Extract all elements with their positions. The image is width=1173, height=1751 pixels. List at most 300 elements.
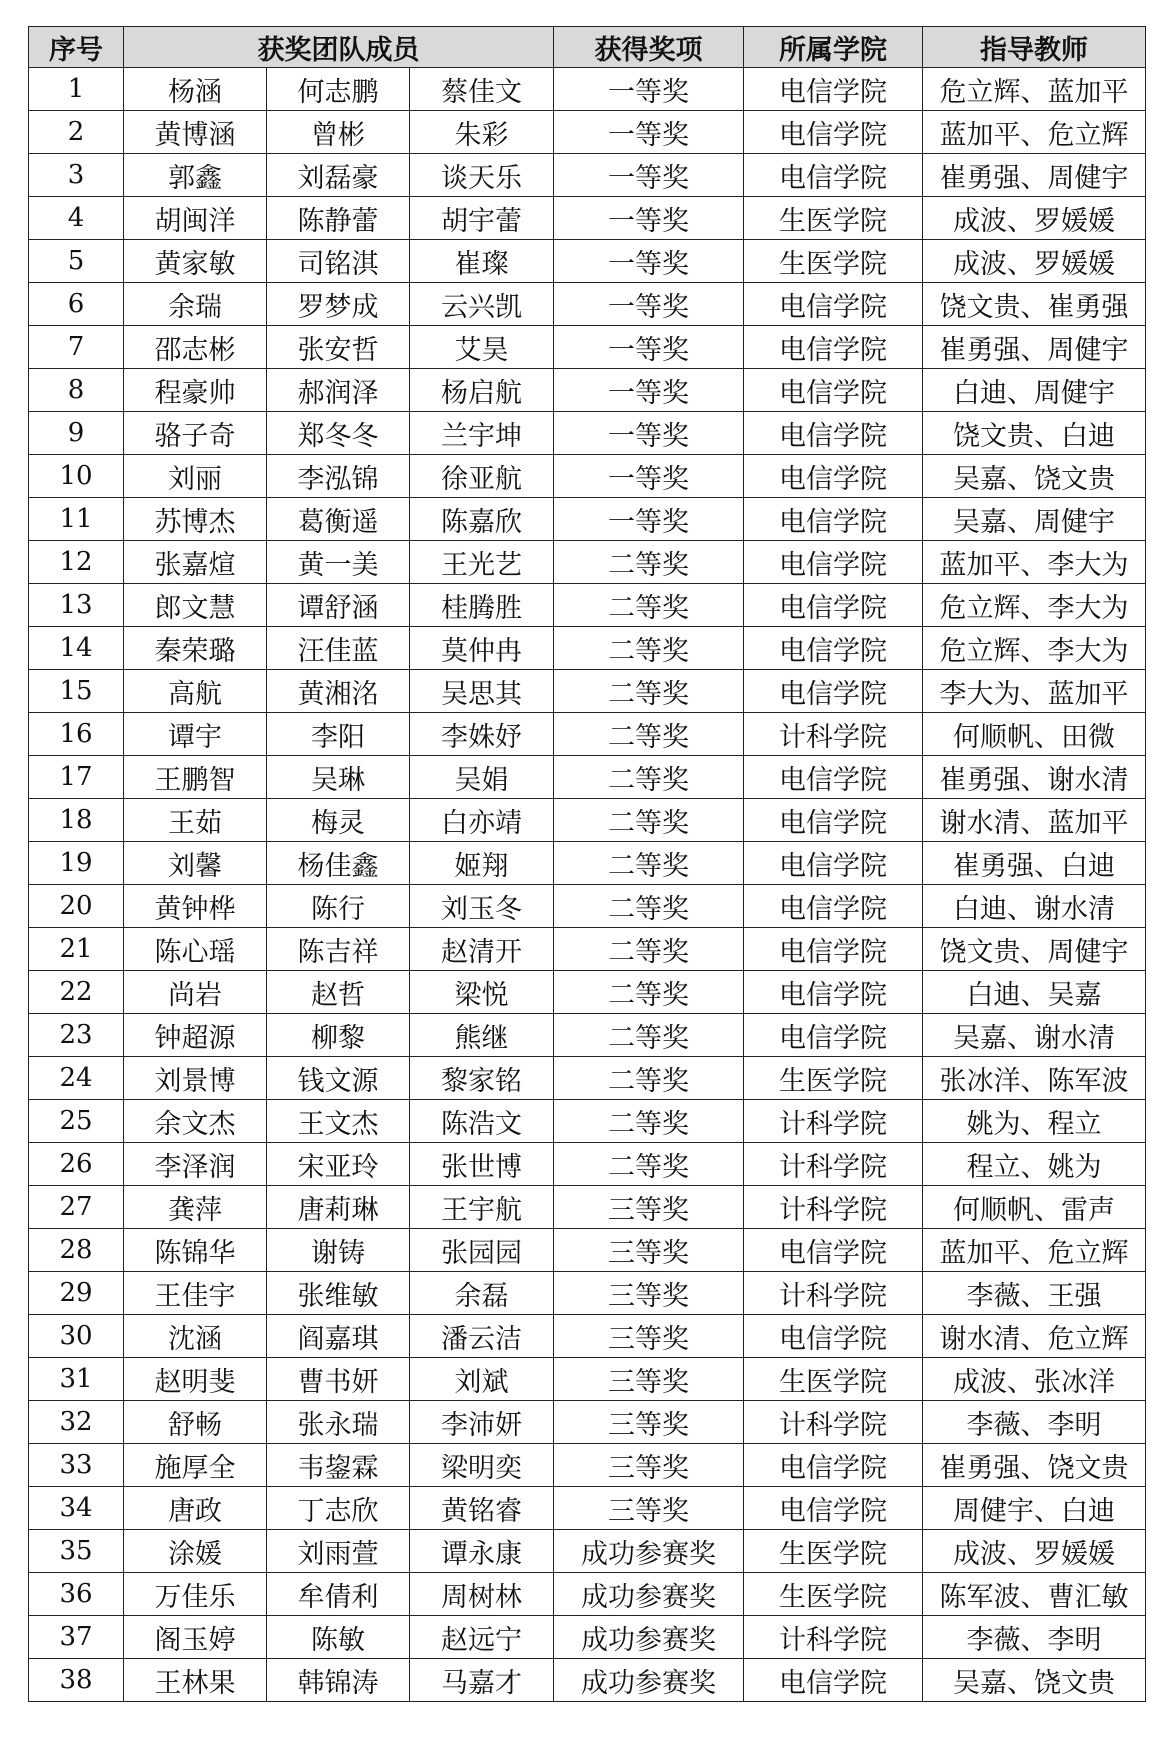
cell-award: 一等奖 (554, 154, 744, 197)
cell-college: 电信学院 (744, 971, 923, 1014)
cell-award: 二等奖 (554, 1014, 744, 1057)
cell-seq: 32 (29, 1401, 124, 1444)
cell-member: 周树林 (410, 1573, 554, 1616)
cell-member: 柳黎 (267, 1014, 410, 1057)
cell-college: 电信学院 (744, 111, 923, 154)
cell-member: 唐莉琳 (267, 1186, 410, 1229)
cell-member: 葛衡遥 (267, 498, 410, 541)
cell-member: 陈心瑶 (124, 928, 267, 971)
cell-college: 电信学院 (744, 756, 923, 799)
cell-member: 杨启航 (410, 369, 554, 412)
cell-seq: 14 (29, 627, 124, 670)
cell-seq: 10 (29, 455, 124, 498)
table-row (29, 1358, 1146, 1401)
cell-award: 二等奖 (554, 928, 744, 971)
cell-member: 李泓锦 (267, 455, 410, 498)
table-row (29, 1186, 1146, 1229)
cell-college: 电信学院 (744, 283, 923, 326)
cell-member: 牟倩利 (267, 1573, 410, 1616)
cell-college: 计科学院 (744, 1272, 923, 1315)
cell-award: 一等奖 (554, 455, 744, 498)
cell-member: 潘云洁 (410, 1315, 554, 1358)
table-row (29, 1616, 1146, 1659)
cell-advisor: 蓝加平、李大为 (923, 541, 1146, 584)
cell-member: 谈天乐 (410, 154, 554, 197)
cell-advisor: 吴嘉、谢水清 (923, 1014, 1146, 1057)
cell-advisor: 李薇、李明 (923, 1401, 1146, 1444)
cell-member: 兰宇坤 (410, 412, 554, 455)
cell-member: 谭永康 (410, 1530, 554, 1573)
cell-advisor: 白迪、谢水清 (923, 885, 1146, 928)
cell-seq: 23 (29, 1014, 124, 1057)
cell-member: 秦荣璐 (124, 627, 267, 670)
table-row (29, 885, 1146, 928)
cell-member: 黄湘洺 (267, 670, 410, 713)
cell-award: 一等奖 (554, 240, 744, 283)
cell-member: 白亦靖 (410, 799, 554, 842)
cell-member: 谭舒涵 (267, 584, 410, 627)
table-row (29, 928, 1146, 971)
cell-member: 王茹 (124, 799, 267, 842)
cell-award: 二等奖 (554, 1100, 744, 1143)
cell-college: 计科学院 (744, 1616, 923, 1659)
cell-member: 刘斌 (410, 1358, 554, 1401)
cell-college: 电信学院 (744, 455, 923, 498)
cell-member: 涂媛 (124, 1530, 267, 1573)
cell-award: 二等奖 (554, 1143, 744, 1186)
cell-member: 刘丽 (124, 455, 267, 498)
cell-seq: 24 (29, 1057, 124, 1100)
table-row (29, 1401, 1146, 1444)
cell-advisor: 崔勇强、饶文贵 (923, 1444, 1146, 1487)
cell-college: 电信学院 (744, 68, 923, 111)
cell-member: 曾彬 (267, 111, 410, 154)
cell-college: 电信学院 (744, 627, 923, 670)
cell-seq: 18 (29, 799, 124, 842)
cell-college: 生医学院 (744, 1358, 923, 1401)
cell-member: 陈嘉欣 (410, 498, 554, 541)
cell-member: 司铭淇 (267, 240, 410, 283)
cell-seq: 22 (29, 971, 124, 1014)
cell-seq: 29 (29, 1272, 124, 1315)
cell-member: 王光艺 (410, 541, 554, 584)
cell-award: 二等奖 (554, 584, 744, 627)
cell-member: 韩锦涛 (267, 1659, 410, 1702)
header-award: 获得奖项 (554, 27, 744, 68)
cell-member: 张嘉煊 (124, 541, 267, 584)
cell-member: 罗梦成 (267, 283, 410, 326)
cell-award: 三等奖 (554, 1272, 744, 1315)
cell-member: 黄钟桦 (124, 885, 267, 928)
cell-advisor: 吴嘉、饶文贵 (923, 455, 1146, 498)
table-row (29, 1487, 1146, 1530)
cell-award: 成功参赛奖 (554, 1659, 744, 1702)
cell-seq: 12 (29, 541, 124, 584)
table-row (29, 1659, 1146, 1702)
cell-college: 电信学院 (744, 498, 923, 541)
cell-college: 计科学院 (744, 1100, 923, 1143)
cell-member: 余磊 (410, 1272, 554, 1315)
cell-college: 电信学院 (744, 1315, 923, 1358)
table-row (29, 1014, 1146, 1057)
cell-college: 计科学院 (744, 1186, 923, 1229)
cell-seq: 11 (29, 498, 124, 541)
cell-seq: 31 (29, 1358, 124, 1401)
cell-college: 电信学院 (744, 1444, 923, 1487)
cell-advisor: 崔勇强、白迪 (923, 842, 1146, 885)
cell-advisor: 危立辉、蓝加平 (923, 68, 1146, 111)
cell-member: 苏博杰 (124, 498, 267, 541)
table-row (29, 326, 1146, 369)
cell-member: 刘玉冬 (410, 885, 554, 928)
cell-college: 电信学院 (744, 154, 923, 197)
cell-member: 陈行 (267, 885, 410, 928)
cell-member: 李姝妤 (410, 713, 554, 756)
cell-member: 朱彩 (410, 111, 554, 154)
cell-member: 云兴凯 (410, 283, 554, 326)
cell-seq: 25 (29, 1100, 124, 1143)
cell-college: 计科学院 (744, 1143, 923, 1186)
cell-member: 崔璨 (410, 240, 554, 283)
cell-seq: 20 (29, 885, 124, 928)
cell-member: 刘磊豪 (267, 154, 410, 197)
cell-advisor: 程立、姚为 (923, 1143, 1146, 1186)
cell-award: 二等奖 (554, 799, 744, 842)
header-row (29, 27, 1146, 68)
cell-college: 电信学院 (744, 670, 923, 713)
cell-seq: 21 (29, 928, 124, 971)
cell-award: 一等奖 (554, 197, 744, 240)
cell-member: 张永瑞 (267, 1401, 410, 1444)
cell-member: 郝润泽 (267, 369, 410, 412)
cell-advisor: 白迪、吴嘉 (923, 971, 1146, 1014)
cell-member: 阎嘉琪 (267, 1315, 410, 1358)
cell-member: 刘馨 (124, 842, 267, 885)
table-row (29, 1143, 1146, 1186)
cell-member: 谭宇 (124, 713, 267, 756)
table-row (29, 498, 1146, 541)
cell-seq: 26 (29, 1143, 124, 1186)
header-college: 所属学院 (744, 27, 923, 68)
cell-advisor: 崔勇强、周健宇 (923, 154, 1146, 197)
cell-advisor: 白迪、周健宇 (923, 369, 1146, 412)
cell-award: 三等奖 (554, 1444, 744, 1487)
cell-member: 莫仲冉 (410, 627, 554, 670)
cell-member: 陈吉祥 (267, 928, 410, 971)
cell-member: 程豪帅 (124, 369, 267, 412)
cell-member: 张园园 (410, 1229, 554, 1272)
cell-advisor: 危立辉、李大为 (923, 584, 1146, 627)
cell-award: 一等奖 (554, 68, 744, 111)
cell-member: 黎家铭 (410, 1057, 554, 1100)
cell-award: 一等奖 (554, 283, 744, 326)
cell-member: 王鹏智 (124, 756, 267, 799)
cell-member: 赵哲 (267, 971, 410, 1014)
table-row (29, 1100, 1146, 1143)
cell-seq: 9 (29, 412, 124, 455)
cell-seq: 38 (29, 1659, 124, 1702)
cell-member: 郎文慧 (124, 584, 267, 627)
cell-member: 黄家敏 (124, 240, 267, 283)
cell-advisor: 姚为、程立 (923, 1100, 1146, 1143)
cell-member: 梁明奕 (410, 1444, 554, 1487)
cell-member: 刘景博 (124, 1057, 267, 1100)
cell-college: 计科学院 (744, 713, 923, 756)
cell-member: 黄一美 (267, 541, 410, 584)
cell-college: 电信学院 (744, 799, 923, 842)
table-row (29, 1444, 1146, 1487)
cell-member: 阁玉婷 (124, 1616, 267, 1659)
table-row (29, 154, 1146, 197)
cell-award: 三等奖 (554, 1229, 744, 1272)
cell-award: 二等奖 (554, 885, 744, 928)
cell-award: 成功参赛奖 (554, 1530, 744, 1573)
cell-advisor: 蓝加平、危立辉 (923, 1229, 1146, 1272)
cell-member: 吴思其 (410, 670, 554, 713)
cell-member: 谢铸 (267, 1229, 410, 1272)
cell-member: 李阳 (267, 713, 410, 756)
cell-member: 赵远宁 (410, 1616, 554, 1659)
table-row (29, 369, 1146, 412)
cell-advisor: 成波、罗媛媛 (923, 1530, 1146, 1573)
cell-advisor: 崔勇强、谢水清 (923, 756, 1146, 799)
cell-member: 沈涵 (124, 1315, 267, 1358)
header-advisor: 指导教师 (923, 27, 1146, 68)
cell-member: 韦鋆霖 (267, 1444, 410, 1487)
cell-seq: 35 (29, 1530, 124, 1573)
cell-seq: 8 (29, 369, 124, 412)
table-body (29, 68, 1146, 1702)
cell-member: 陈锦华 (124, 1229, 267, 1272)
cell-seq: 36 (29, 1573, 124, 1616)
cell-award: 二等奖 (554, 670, 744, 713)
cell-seq: 27 (29, 1186, 124, 1229)
table-row (29, 68, 1146, 111)
cell-member: 梅灵 (267, 799, 410, 842)
cell-college: 电信学院 (744, 1229, 923, 1272)
cell-member: 骆子奇 (124, 412, 267, 455)
cell-advisor: 饶文贵、周健宇 (923, 928, 1146, 971)
cell-advisor: 蓝加平、危立辉 (923, 111, 1146, 154)
cell-member: 黄博涵 (124, 111, 267, 154)
cell-member: 徐亚航 (410, 455, 554, 498)
cell-college: 生医学院 (744, 197, 923, 240)
header-members: 获奖团队成员 (124, 27, 554, 68)
cell-member: 唐政 (124, 1487, 267, 1530)
cell-member: 陈静蕾 (267, 197, 410, 240)
cell-advisor: 李大为、蓝加平 (923, 670, 1146, 713)
cell-member: 郭鑫 (124, 154, 267, 197)
cell-member: 蔡佳文 (410, 68, 554, 111)
cell-award: 三等奖 (554, 1401, 744, 1444)
cell-college: 电信学院 (744, 885, 923, 928)
cell-member: 陈浩文 (410, 1100, 554, 1143)
cell-seq: 37 (29, 1616, 124, 1659)
cell-award: 二等奖 (554, 541, 744, 584)
cell-member: 钱文源 (267, 1057, 410, 1100)
cell-member: 胡闽洋 (124, 197, 267, 240)
cell-member: 钟超源 (124, 1014, 267, 1057)
cell-member: 杨涵 (124, 68, 267, 111)
cell-seq: 2 (29, 111, 124, 154)
cell-college: 电信学院 (744, 1014, 923, 1057)
cell-member: 黄铭睿 (410, 1487, 554, 1530)
table-row (29, 971, 1146, 1014)
cell-member: 李沛妍 (410, 1401, 554, 1444)
cell-advisor: 饶文贵、崔勇强 (923, 283, 1146, 326)
cell-member: 余文杰 (124, 1100, 267, 1143)
cell-award: 成功参赛奖 (554, 1616, 744, 1659)
cell-member: 万佳乐 (124, 1573, 267, 1616)
cell-college: 计科学院 (744, 1401, 923, 1444)
table-row (29, 455, 1146, 498)
cell-member: 吴琳 (267, 756, 410, 799)
cell-member: 王文杰 (267, 1100, 410, 1143)
cell-seq: 13 (29, 584, 124, 627)
cell-award: 三等奖 (554, 1358, 744, 1401)
cell-award: 二等奖 (554, 627, 744, 670)
table-row (29, 1530, 1146, 1573)
table-row (29, 111, 1146, 154)
cell-college: 电信学院 (744, 1659, 923, 1702)
cell-seq: 28 (29, 1229, 124, 1272)
table-row (29, 713, 1146, 756)
table-row (29, 1272, 1146, 1315)
table-row (29, 584, 1146, 627)
cell-award: 三等奖 (554, 1315, 744, 1358)
cell-seq: 1 (29, 68, 124, 111)
cell-advisor: 成波、张冰洋 (923, 1358, 1146, 1401)
cell-award: 三等奖 (554, 1186, 744, 1229)
cell-advisor: 饶文贵、白迪 (923, 412, 1146, 455)
cell-advisor: 吴嘉、周健宇 (923, 498, 1146, 541)
cell-college: 电信学院 (744, 412, 923, 455)
cell-seq: 6 (29, 283, 124, 326)
cell-member: 马嘉才 (410, 1659, 554, 1702)
cell-member: 尚岩 (124, 971, 267, 1014)
cell-award: 二等奖 (554, 1057, 744, 1100)
table-row (29, 627, 1146, 670)
cell-advisor: 崔勇强、周健宇 (923, 326, 1146, 369)
cell-advisor: 李薇、李明 (923, 1616, 1146, 1659)
cell-advisor: 成波、罗媛媛 (923, 240, 1146, 283)
cell-award: 一等奖 (554, 111, 744, 154)
cell-member: 施厚全 (124, 1444, 267, 1487)
cell-member: 吴娟 (410, 756, 554, 799)
table-row (29, 1229, 1146, 1272)
table-row (29, 412, 1146, 455)
cell-member: 张世博 (410, 1143, 554, 1186)
cell-award: 三等奖 (554, 1487, 744, 1530)
cell-member: 杨佳鑫 (267, 842, 410, 885)
cell-advisor: 谢水清、蓝加平 (923, 799, 1146, 842)
cell-award: 成功参赛奖 (554, 1573, 744, 1616)
cell-member: 张维敏 (267, 1272, 410, 1315)
cell-college: 电信学院 (744, 541, 923, 584)
cell-member: 王宇航 (410, 1186, 554, 1229)
cell-advisor: 李薇、王强 (923, 1272, 1146, 1315)
cell-member: 桂腾胜 (410, 584, 554, 627)
cell-advisor: 吴嘉、饶文贵 (923, 1659, 1146, 1702)
cell-member: 张安哲 (267, 326, 410, 369)
table-row (29, 197, 1146, 240)
cell-award: 二等奖 (554, 756, 744, 799)
cell-award: 二等奖 (554, 713, 744, 756)
table-row (29, 240, 1146, 283)
cell-member: 丁志欣 (267, 1487, 410, 1530)
cell-seq: 4 (29, 197, 124, 240)
cell-member: 余瑞 (124, 283, 267, 326)
table-row (29, 670, 1146, 713)
cell-advisor: 危立辉、李大为 (923, 627, 1146, 670)
cell-advisor: 陈军波、曹汇敏 (923, 1573, 1146, 1616)
cell-college: 电信学院 (744, 842, 923, 885)
table-row (29, 283, 1146, 326)
cell-college: 电信学院 (744, 928, 923, 971)
cell-member: 陈敏 (267, 1616, 410, 1659)
cell-member: 龚萍 (124, 1186, 267, 1229)
cell-member: 赵清开 (410, 928, 554, 971)
cell-seq: 16 (29, 713, 124, 756)
cell-member: 高航 (124, 670, 267, 713)
cell-advisor: 张冰洋、陈军波 (923, 1057, 1146, 1100)
cell-seq: 30 (29, 1315, 124, 1358)
cell-member: 曹书妍 (267, 1358, 410, 1401)
cell-advisor: 成波、罗媛媛 (923, 197, 1146, 240)
cell-advisor: 周健宇、白迪 (923, 1487, 1146, 1530)
cell-seq: 5 (29, 240, 124, 283)
cell-member: 熊继 (410, 1014, 554, 1057)
cell-college: 电信学院 (744, 326, 923, 369)
table-row (29, 1315, 1146, 1358)
cell-award: 一等奖 (554, 412, 744, 455)
cell-advisor: 何顺帆、雷声 (923, 1186, 1146, 1229)
cell-member: 汪佳蓝 (267, 627, 410, 670)
cell-seq: 19 (29, 842, 124, 885)
cell-seq: 3 (29, 154, 124, 197)
cell-award: 二等奖 (554, 971, 744, 1014)
cell-college: 电信学院 (744, 1487, 923, 1530)
cell-member: 赵明斐 (124, 1358, 267, 1401)
header-seq: 序号 (29, 27, 124, 68)
cell-member: 郑冬冬 (267, 412, 410, 455)
cell-seq: 7 (29, 326, 124, 369)
cell-award: 一等奖 (554, 326, 744, 369)
cell-advisor: 何顺帆、田微 (923, 713, 1146, 756)
cell-award: 二等奖 (554, 842, 744, 885)
cell-member: 刘雨萱 (267, 1530, 410, 1573)
table-row (29, 541, 1146, 584)
cell-college: 电信学院 (744, 369, 923, 412)
table-row (29, 756, 1146, 799)
cell-member: 舒畅 (124, 1401, 267, 1444)
cell-member: 王佳宇 (124, 1272, 267, 1315)
cell-seq: 34 (29, 1487, 124, 1530)
cell-member: 邵志彬 (124, 326, 267, 369)
table-row (29, 1573, 1146, 1616)
cell-advisor: 谢水清、危立辉 (923, 1315, 1146, 1358)
table-row (29, 1057, 1146, 1100)
cell-award: 一等奖 (554, 498, 744, 541)
cell-member: 胡宇蕾 (410, 197, 554, 240)
cell-college: 电信学院 (744, 584, 923, 627)
cell-member: 宋亚玲 (267, 1143, 410, 1186)
cell-member: 李泽润 (124, 1143, 267, 1186)
table-row (29, 842, 1146, 885)
cell-member: 姬翔 (410, 842, 554, 885)
cell-seq: 17 (29, 756, 124, 799)
cell-college: 生医学院 (744, 1530, 923, 1573)
